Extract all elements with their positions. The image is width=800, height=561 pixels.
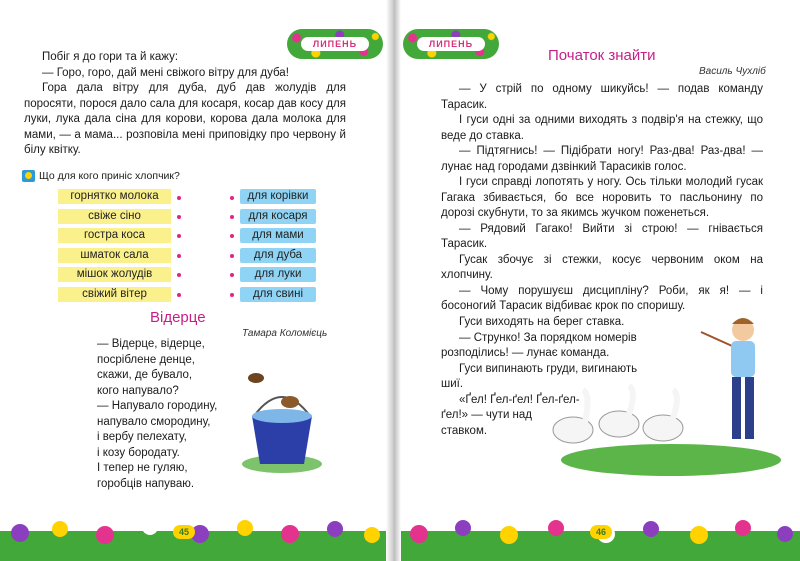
poem-line: напувало смородину, bbox=[97, 415, 211, 428]
match-dot bbox=[177, 234, 181, 238]
left-page bbox=[0, 0, 386, 561]
story-text bbox=[24, 50, 346, 159]
goose bbox=[643, 415, 683, 441]
target-chip: для корівки bbox=[240, 189, 316, 204]
match-dot bbox=[230, 196, 234, 200]
item-chip: мішок жолудів bbox=[58, 267, 171, 282]
boy-shirt bbox=[731, 341, 755, 377]
story-paragraph: І гуси одні за одними виходять з подвір'я на стежку, що веде до ставка. bbox=[441, 114, 763, 142]
goose bbox=[599, 411, 639, 437]
page-number-left: 45 bbox=[173, 525, 195, 539]
bucket-illustration bbox=[240, 368, 324, 474]
target-chip: для свині bbox=[240, 287, 316, 302]
goose-neck bbox=[673, 390, 677, 418]
right-page bbox=[401, 0, 800, 561]
bucket-water bbox=[252, 409, 312, 423]
item-chip: свіже сіно bbox=[58, 209, 171, 224]
poem-line: і вербу пелехату, bbox=[97, 431, 187, 443]
story-paragraph: Побіг я до гори та й кажу: bbox=[42, 51, 179, 63]
story-paragraph: Гусак збочує зі стежки, косує червоним оком на хлопчину. bbox=[441, 253, 763, 281]
boy-and-geese-illustration bbox=[551, 310, 791, 480]
poem-line: посріблене денце, bbox=[97, 353, 195, 366]
poem-title: Відерце bbox=[150, 309, 206, 326]
poem-author: Тамара Коломієць bbox=[242, 328, 328, 339]
target-chip: для мами bbox=[240, 228, 316, 243]
book-gutter bbox=[386, 0, 401, 561]
poem-line: кого напувало? bbox=[97, 384, 179, 397]
match-dot bbox=[230, 273, 234, 277]
match-dot bbox=[230, 254, 234, 258]
match-dot bbox=[230, 293, 234, 297]
story-paragraph: Гора дала вітру для дуба, дуб дав жолудів для поросяти, порося дало сала для косаря, косар дав косу для луки, лука дала сіна для корови, корова дала молока для мами, — а мама... розповіла мені приповідку про червону й білу квітку. bbox=[24, 82, 346, 156]
month-label-right: ЛИПЕНЬ bbox=[417, 37, 485, 51]
story-author: Василь Чухліб bbox=[699, 66, 766, 77]
story-paragraph: — Підтягнись! — Підібрати ногу! Раз-два! Раз-два! — лунає над городами дзвінкий Тарасиків голос. bbox=[441, 145, 763, 173]
match-dot bbox=[177, 215, 181, 219]
story-paragraph: — Чому порушуєш дисципліну? Роби, як я! — і босоногий Тарасик відбиває крок по споришу. bbox=[441, 284, 763, 312]
story-paragraph: — Рядовий Гагако! Вийти зі строю! — гнівається Тарасик. bbox=[441, 222, 763, 250]
story-paragraph: І гуси справді лопотять у ногу. Ось тільки молодий гусак Гагака збивається, бо все норовить то пасльонину по дорозі скубнути, то за якимсь жучком поженеться. bbox=[441, 176, 763, 219]
item-chip: свіжий вітер bbox=[58, 287, 171, 302]
poem-line: І тепер не гуляю, bbox=[97, 462, 188, 474]
match-dot bbox=[177, 273, 181, 277]
story-paragraph: — Горо, горо, дай мені свіжого вітру для дуба! bbox=[42, 66, 289, 79]
match-dot bbox=[177, 254, 181, 258]
target-chip: для дуба bbox=[240, 248, 316, 263]
boy-leg bbox=[745, 377, 754, 439]
boy-hair bbox=[732, 318, 754, 324]
task-question bbox=[22, 170, 180, 182]
story-paragraph: Гуси випинають груди, вигинають шиї. bbox=[441, 362, 638, 390]
item-chip: горнятко молока bbox=[58, 189, 171, 204]
poem-line: скажи, де бувало, bbox=[97, 369, 193, 381]
story-title: Початок знайти bbox=[548, 47, 656, 64]
poem-line: і козу бородату. bbox=[97, 446, 180, 459]
sparrow-bird-flying bbox=[248, 373, 264, 383]
item-chip: гостра коса bbox=[58, 228, 171, 243]
match-dot bbox=[230, 215, 234, 219]
grass-field bbox=[561, 444, 781, 476]
target-chip: для луки bbox=[240, 267, 316, 282]
poem bbox=[97, 337, 247, 492]
story-paragraph: «Ґел! Ґел-ґел! Ґел-ґел-ґел!» — чути над ставком. bbox=[441, 393, 580, 437]
poem-line: — Напувало городину, bbox=[97, 400, 218, 412]
bucket-body bbox=[252, 416, 312, 464]
poem-line: горобців напуваю. bbox=[97, 477, 195, 490]
target-chip: для косаря bbox=[240, 209, 316, 224]
story-text-right bbox=[441, 82, 763, 315]
story-paragraph: — Струнко! За порядком номерів розподілись! — лунає команда. bbox=[441, 331, 637, 359]
question-text: Що для кого приніс хлопчик? bbox=[39, 170, 180, 182]
boy-leg bbox=[732, 377, 741, 439]
poem-line: — Відерце, відерце, bbox=[97, 338, 205, 350]
page-number-right: 46 bbox=[590, 525, 612, 539]
item-chip: шматок сала bbox=[58, 248, 171, 263]
goose-neck bbox=[583, 390, 588, 422]
task-icon bbox=[22, 170, 35, 182]
month-label-left: ЛИПЕНЬ bbox=[301, 37, 369, 51]
sparrow-bird bbox=[281, 396, 299, 408]
story-paragraph: Гуси виходять на берег ставка. bbox=[459, 316, 625, 328]
match-dot bbox=[177, 196, 181, 200]
story-paragraph: — У стрій по одному шикуйсь! — подав команду Тарасик. bbox=[441, 83, 763, 111]
match-dot bbox=[177, 293, 181, 297]
month-wreath-right bbox=[403, 29, 499, 59]
match-dot bbox=[230, 234, 234, 238]
goose-neck bbox=[629, 386, 633, 414]
